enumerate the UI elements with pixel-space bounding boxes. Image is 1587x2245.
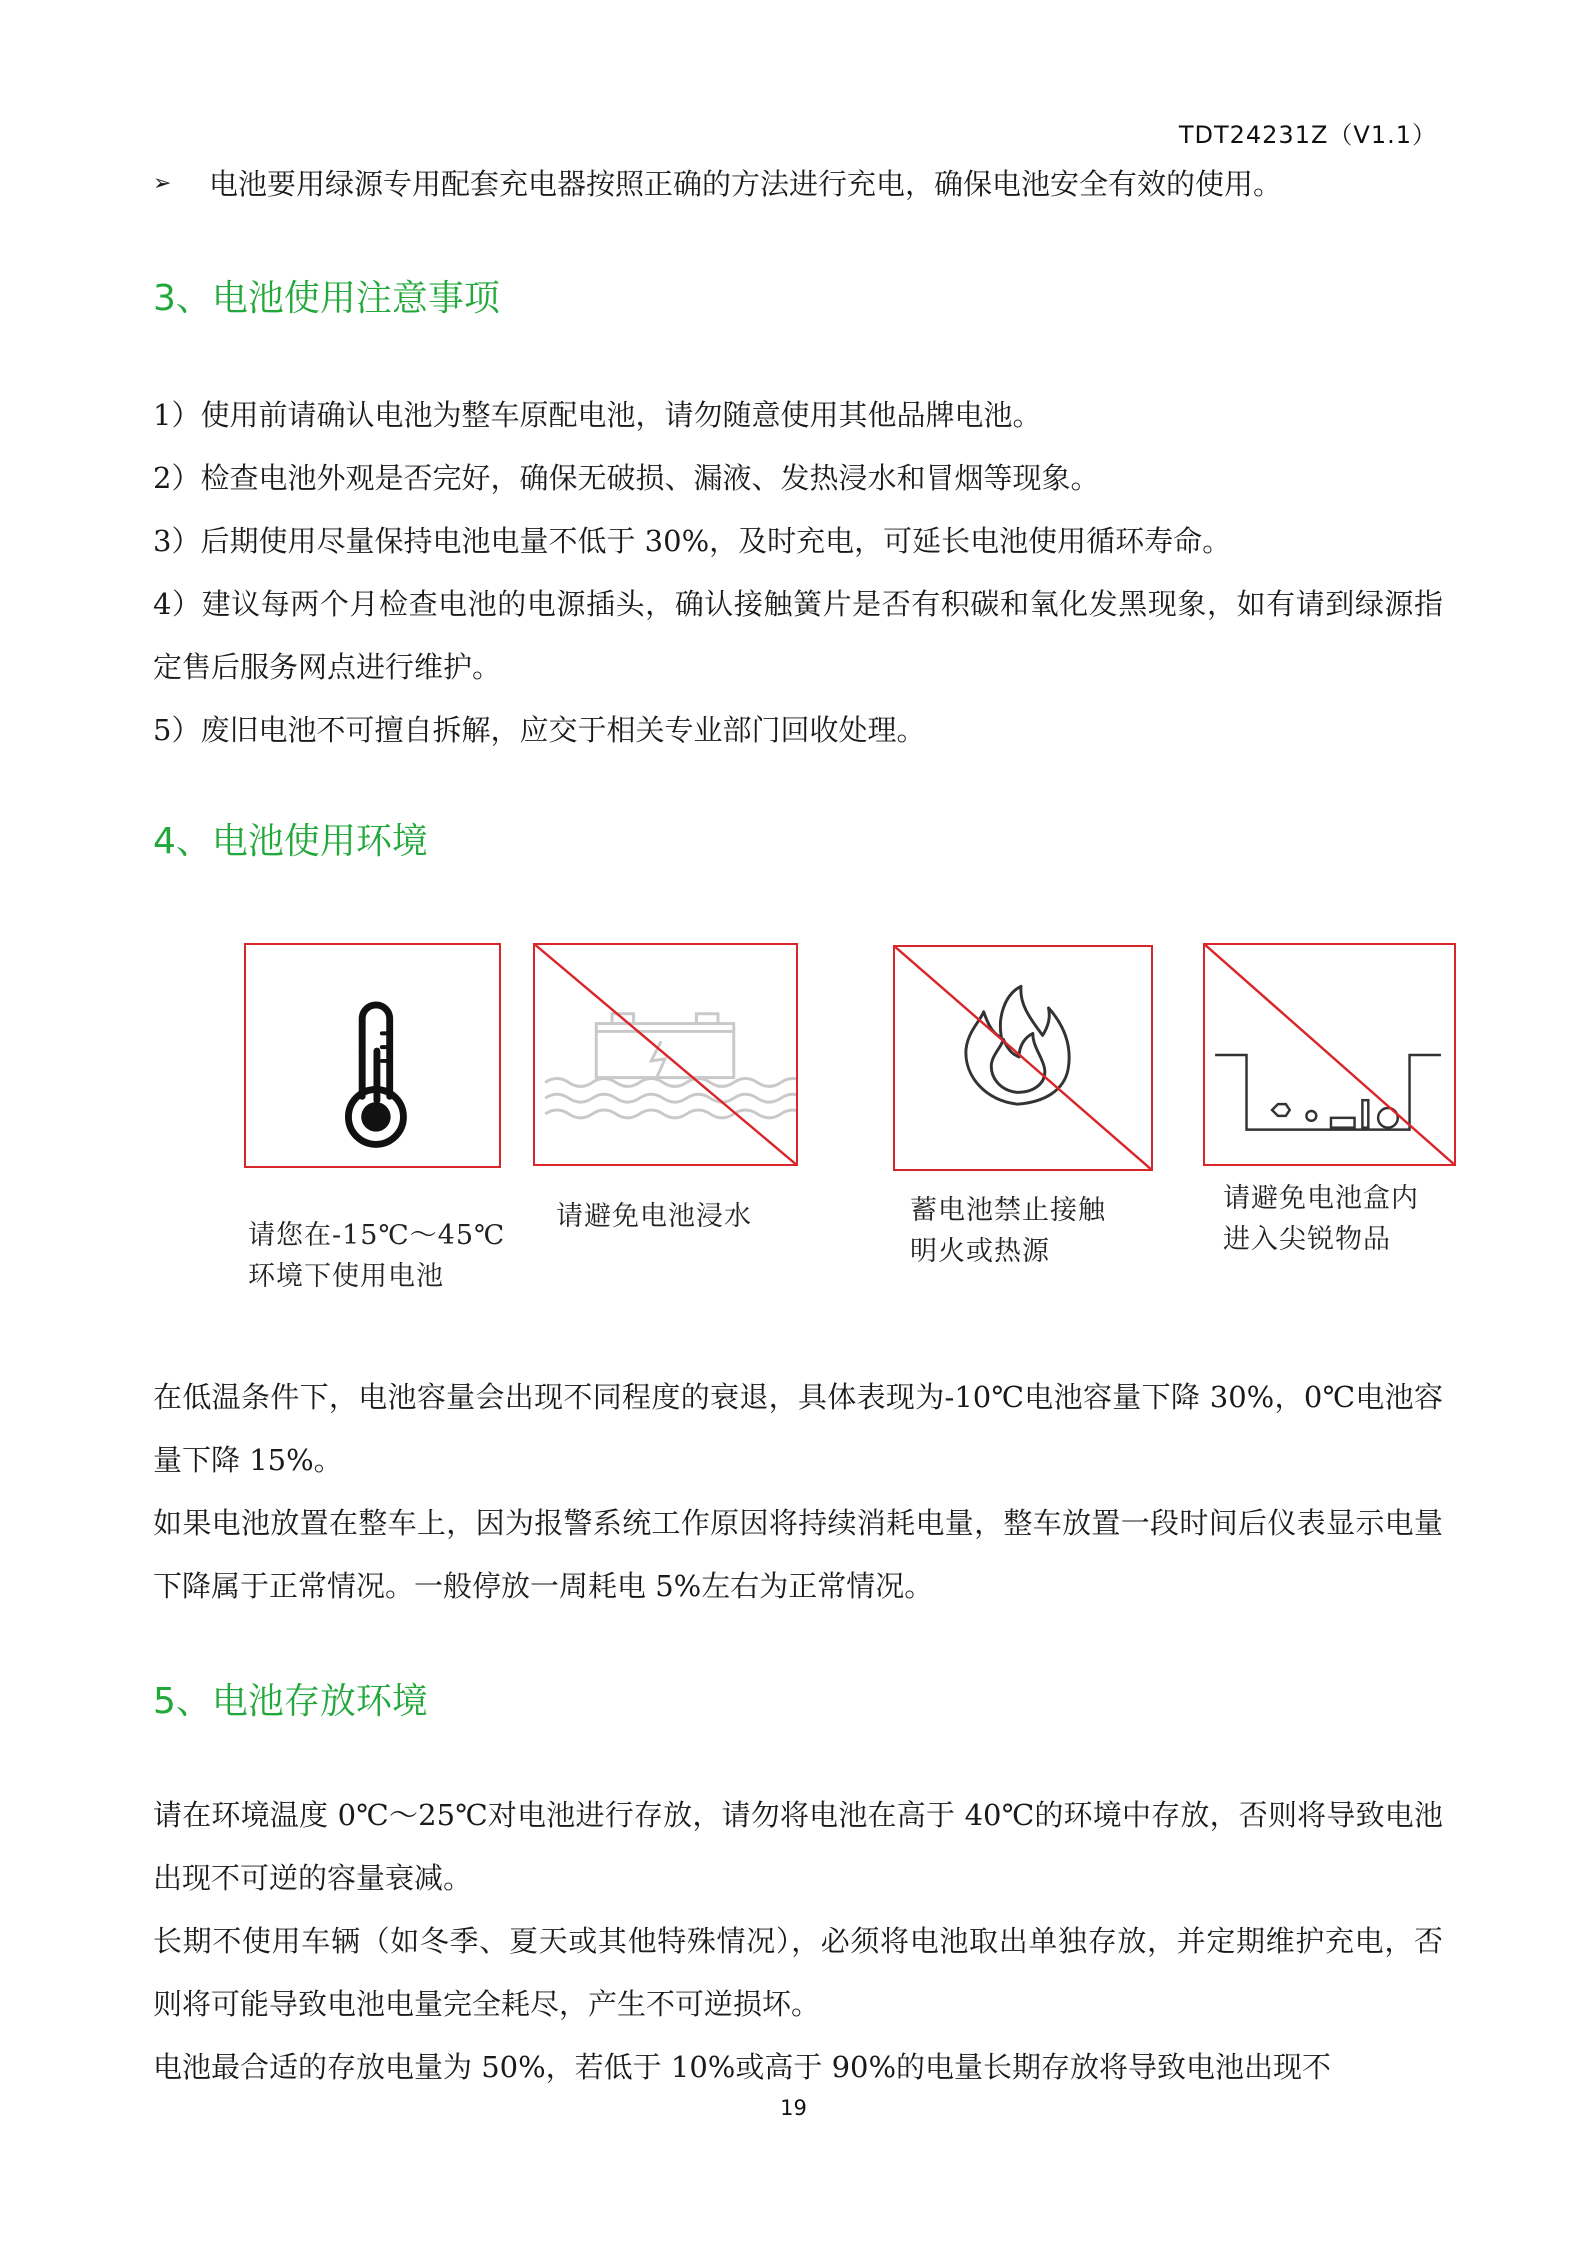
section-3-heading: 3、电池使用注意事项	[153, 278, 500, 319]
paragraph: 长期不使用车辆（如冬季、夏天或其他特殊情况），必须将电池取出单独存放，并定期维护充电，否则将可能导致电池电量完全耗尽，产生不可逆损坏。	[153, 1924, 1443, 2021]
document-code: TDT24231Z（V1.1）	[1178, 121, 1437, 149]
water-caption	[556, 1196, 752, 1237]
list-item: 3）后期使用尽量保持电池电量不低于 30%，及时充电，可延长电池使用循环寿命。	[153, 524, 1232, 558]
section-5-body	[153, 1784, 1443, 2099]
caption-line: 请避免电池盒内	[1223, 1183, 1419, 1214]
page-number: 19	[780, 2096, 807, 2120]
caption-line: 明火或热源	[910, 1236, 1050, 1267]
section-5-heading: 5、电池存放环境	[153, 1681, 428, 1722]
caption-line: 请避免电池浸水	[556, 1201, 752, 1232]
fire-caption	[910, 1190, 1106, 1272]
paragraph: 在低温条件下，电池容量会出现不同程度的衰退，具体表现为-10℃电池容量下降 30%，0℃电池容量下降 15%。	[153, 1380, 1443, 1477]
section-4-body	[153, 1366, 1443, 1618]
battery-in-water-icon	[535, 945, 796, 1164]
thermometer-icon	[246, 945, 499, 1166]
caption-line: 请您在-15℃～45℃	[248, 1220, 506, 1251]
no-fire-sign	[893, 945, 1153, 1171]
arrow-bullet-icon: ➢	[153, 171, 172, 196]
caption-line: 环境下使用电池	[248, 1261, 444, 1292]
caption-line: 进入尖锐物品	[1223, 1224, 1391, 1255]
list-item: 1）使用前请确认电池为整车原配电池，请勿随意使用其他品牌电池。	[153, 398, 1042, 432]
no-water-sign	[533, 943, 798, 1166]
list-item: 5）废旧电池不可擅自拆解，应交于相关专业部门回收处理。	[153, 713, 926, 747]
paragraph: 请在环境温度 0℃～25℃对电池进行存放，请勿将电池在高于 40℃的环境中存放，否则将导致电池出现不可逆的容量衰减。	[153, 1798, 1443, 1895]
caption-line: 蓄电池禁止接触	[910, 1195, 1106, 1226]
list-item: 4）建议每两个月检查电池的电源插头，确认接触簧片是否有积碳和氧化发黑现象，如有请到绿源指定售后服务网点进行维护。	[153, 587, 1443, 684]
temperature-sign	[244, 943, 501, 1168]
sharp-objects-in-box-icon	[1205, 945, 1454, 1164]
sharp-objects-caption	[1223, 1178, 1419, 1260]
paragraph: 电池最合适的存放电量为 50%，若低于 10%或高于 90%的电量长期存放将导致电池出现不	[153, 2050, 1332, 2084]
section-3-list	[153, 384, 1443, 762]
intro-bullet	[153, 162, 1282, 206]
section-4-heading: 4、电池使用环境	[153, 821, 428, 862]
flame-icon	[895, 947, 1151, 1169]
no-sharp-objects-sign	[1203, 943, 1456, 1166]
paragraph: 如果电池放置在整车上，因为报警系统工作原因将持续消耗电量，整车放置一段时间后仪表显示电量下降属于正常情况。一般停放一周耗电 5%左右为正常情况。	[153, 1506, 1443, 1603]
intro-bullet-text: 电池要用绿源专用配套充电器按照正确的方法进行充电，确保电池安全有效的使用。	[209, 167, 1283, 201]
temperature-caption	[248, 1215, 505, 1297]
list-item: 2）检查电池外观是否完好，确保无破损、漏液、发热浸水和冒烟等现象。	[153, 461, 1100, 495]
